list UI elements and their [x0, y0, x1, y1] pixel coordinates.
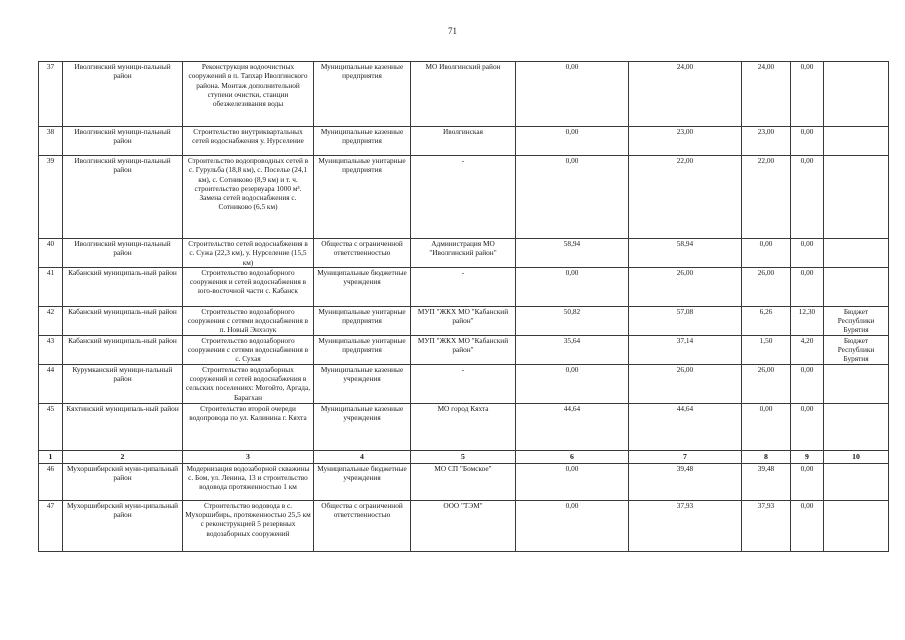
row-number: 41	[39, 267, 63, 306]
table-row	[39, 403, 889, 450]
project-cell: Строительство водопроводных сетей в с. Гурульба (18,8 км), с. Поселье (24,1 км), с. Сотниково (8,9 км) и т. ч. строительство резервуара 1000 м³. Замена сетей водоснабжения с. Сотниково (6,5 км)	[183, 156, 314, 239]
value-col7: 57,08	[629, 306, 742, 335]
value-col9: 4,20	[791, 335, 824, 364]
value-col8: 0,00	[742, 239, 791, 268]
project-cell: Строительство второй очереди водопровода по ул. Калинина г. Кяхта	[183, 403, 314, 450]
note-cell	[824, 239, 889, 268]
value-col8: 26,00	[742, 267, 791, 306]
recipient-cell: Муниципальные казенные предприятия	[314, 62, 411, 127]
project-cell: Строительство водовода в с. Мухоршибирь, протяженностью 25,5 км с реконструкцией 5 резервных водозаборных сооружений	[183, 500, 314, 551]
district-cell: Иволгинский муници-пальный район	[63, 62, 183, 127]
row-number: 46	[39, 463, 63, 500]
district-cell: Мухоршибирский муни-ципальный район	[63, 463, 183, 500]
value-col8: 24,00	[742, 62, 791, 127]
note-cell	[824, 500, 889, 551]
project-cell: Реконструкция водоочистных сооружений в п. Тапхар Иволгинского района. Монтаж дополнительной ступени очистки, станции обезжелезивания воды	[183, 62, 314, 127]
district-cell: Кабанский муниципаль-ный район	[63, 335, 183, 364]
value-col6: 44,64	[516, 403, 629, 450]
value-col8: 39,48	[742, 463, 791, 500]
column-number: 7	[629, 450, 742, 463]
value-col6: 50,82	[516, 306, 629, 335]
project-cell: Строительство водозаборного сооружения с сетями водоснабжения в п. Новый Энхэлук	[183, 306, 314, 335]
owner-cell: МО город Кяхта	[411, 403, 516, 450]
value-col8: 26,00	[742, 364, 791, 403]
district-cell: Кяхтинский муниципаль-ный район	[63, 403, 183, 450]
project-cell: Строительство водозаборных сооружений и сетей водоснабжения в сельских поселениях: Могойто, Аргада, Барагхан	[183, 364, 314, 403]
row-number: 38	[39, 127, 63, 156]
recipient-cell: Муниципальные унитарные предприятия	[314, 156, 411, 239]
project-cell: Строительство внутриквартальных сетей водоснабжения у. Нурселение	[183, 127, 314, 156]
column-number: 10	[824, 450, 889, 463]
note-cell	[824, 62, 889, 127]
note-cell	[824, 463, 889, 500]
table-row	[39, 62, 889, 127]
district-cell: Иволгинский муници-пальный район	[63, 127, 183, 156]
value-col6: 0,00	[516, 127, 629, 156]
owner-cell: МУП "ЖКХ МО "Кабанский район"	[411, 335, 516, 364]
value-col8: 0,00	[742, 403, 791, 450]
column-number: 8	[742, 450, 791, 463]
recipient-cell: Муниципальные казенные учреждения	[314, 403, 411, 450]
project-cell: Модернизация водозаборной скважины с. Бом, ул. Ленина, 13 и строительство водовода протяженностью 1 км	[183, 463, 314, 500]
table-row	[39, 267, 889, 306]
value-col8: 6,26	[742, 306, 791, 335]
recipient-cell: Муниципальные унитарные предприятия	[314, 335, 411, 364]
page-number: 71	[448, 26, 457, 36]
row-number: 45	[39, 403, 63, 450]
owner-cell: ООО "ТЭМ"	[411, 500, 516, 551]
owner-cell: МУП "ЖКХ МО "Кабанский район"	[411, 306, 516, 335]
column-number: 1	[39, 450, 63, 463]
column-number: 6	[516, 450, 629, 463]
column-number-row	[39, 450, 889, 463]
owner-cell: -	[411, 156, 516, 239]
column-number: 3	[183, 450, 314, 463]
owner-cell: МО Иволгинский район	[411, 62, 516, 127]
column-number: 5	[411, 450, 516, 463]
value-col9: 0,00	[791, 463, 824, 500]
note-cell	[824, 267, 889, 306]
value-col7: 22,00	[629, 156, 742, 239]
column-number: 9	[791, 450, 824, 463]
value-col6: 0,00	[516, 267, 629, 306]
table-row	[39, 335, 889, 364]
note-cell: Бюджет Республики Бурятия	[824, 306, 889, 335]
row-number: 42	[39, 306, 63, 335]
value-col7: 23,00	[629, 127, 742, 156]
value-col7: 24,00	[629, 62, 742, 127]
recipient-cell: Муниципальные бюджетные учреждения	[314, 267, 411, 306]
note-cell	[824, 127, 889, 156]
table-row	[39, 306, 889, 335]
district-cell: Курумканский муници-пальный район	[63, 364, 183, 403]
value-col9: 0,00	[791, 156, 824, 239]
value-col9: 0,00	[791, 364, 824, 403]
table-row	[39, 239, 889, 268]
project-cell: Строительство водозаборного сооружения с сетями водоснабжения в с. Сухая	[183, 335, 314, 364]
value-col6: 0,00	[516, 500, 629, 551]
value-col9: 0,00	[791, 239, 824, 268]
table-row	[39, 500, 889, 551]
note-cell	[824, 156, 889, 239]
value-col6: 58,94	[516, 239, 629, 268]
value-col7: 26,00	[629, 364, 742, 403]
value-col9: 0,00	[791, 403, 824, 450]
note-cell	[824, 364, 889, 403]
project-cell: Строительство водозаборного сооружения и сетей водоснабжения в юго-восточной части с. Кабанск	[183, 267, 314, 306]
row-number: 39	[39, 156, 63, 239]
value-col8: 22,00	[742, 156, 791, 239]
value-col8: 37,93	[742, 500, 791, 551]
value-col9: 0,00	[791, 267, 824, 306]
row-number: 47	[39, 500, 63, 551]
value-col6: 0,00	[516, 156, 629, 239]
owner-cell: -	[411, 267, 516, 306]
note-cell: Бюджет Республики Бурятия	[824, 335, 889, 364]
district-cell: Кабанский муниципаль-ный район	[63, 267, 183, 306]
owner-cell: Иволгинская	[411, 127, 516, 156]
row-number: 40	[39, 239, 63, 268]
value-col7: 39,48	[629, 463, 742, 500]
owner-cell: Администрация МО "Иволгинский район"	[411, 239, 516, 268]
owner-cell: -	[411, 364, 516, 403]
value-col7: 37,14	[629, 335, 742, 364]
value-col6: 0,00	[516, 364, 629, 403]
recipient-cell: Муниципальные казенные учреждения	[314, 364, 411, 403]
recipient-cell: Общества с ограниченной ответственностью	[314, 239, 411, 268]
project-cell: Строительство сетей водоснабжения в с. Сужа (22,3 км), у. Нурселение (15,5 км)	[183, 239, 314, 268]
table-row	[39, 463, 889, 500]
value-col9: 0,00	[791, 62, 824, 127]
row-number: 37	[39, 62, 63, 127]
value-col6: 0,00	[516, 463, 629, 500]
value-col7: 37,93	[629, 500, 742, 551]
value-col8: 1,50	[742, 335, 791, 364]
recipient-cell: Муниципальные унитарные предприятия	[314, 306, 411, 335]
value-col6: 35,64	[516, 335, 629, 364]
recipient-cell: Муниципальные бюджетные учреждения	[314, 463, 411, 500]
column-number: 2	[63, 450, 183, 463]
row-number: 44	[39, 364, 63, 403]
district-cell: Иволгинский муници-пальный район	[63, 239, 183, 268]
note-cell	[824, 403, 889, 450]
value-col7: 58,94	[629, 239, 742, 268]
row-number: 43	[39, 335, 63, 364]
recipient-cell: Муниципальные казенные предприятия	[314, 127, 411, 156]
value-col7: 26,00	[629, 267, 742, 306]
budget-table	[38, 61, 889, 552]
value-col9: 0,00	[791, 127, 824, 156]
table-row	[39, 156, 889, 239]
value-col7: 44,64	[629, 403, 742, 450]
district-cell: Мухоршибирский муни-ципальный район	[63, 500, 183, 551]
owner-cell: МО СП "Бомское"	[411, 463, 516, 500]
district-cell: Иволгинский муници-пальный район	[63, 156, 183, 239]
table-row	[39, 127, 889, 156]
recipient-cell: Общества с ограниченной ответственностью	[314, 500, 411, 551]
district-cell: Кабанский муниципаль-ный район	[63, 306, 183, 335]
value-col9: 0,00	[791, 500, 824, 551]
value-col9: 12,30	[791, 306, 824, 335]
column-number: 4	[314, 450, 411, 463]
value-col8: 23,00	[742, 127, 791, 156]
value-col6: 0,00	[516, 62, 629, 127]
table-row	[39, 364, 889, 403]
